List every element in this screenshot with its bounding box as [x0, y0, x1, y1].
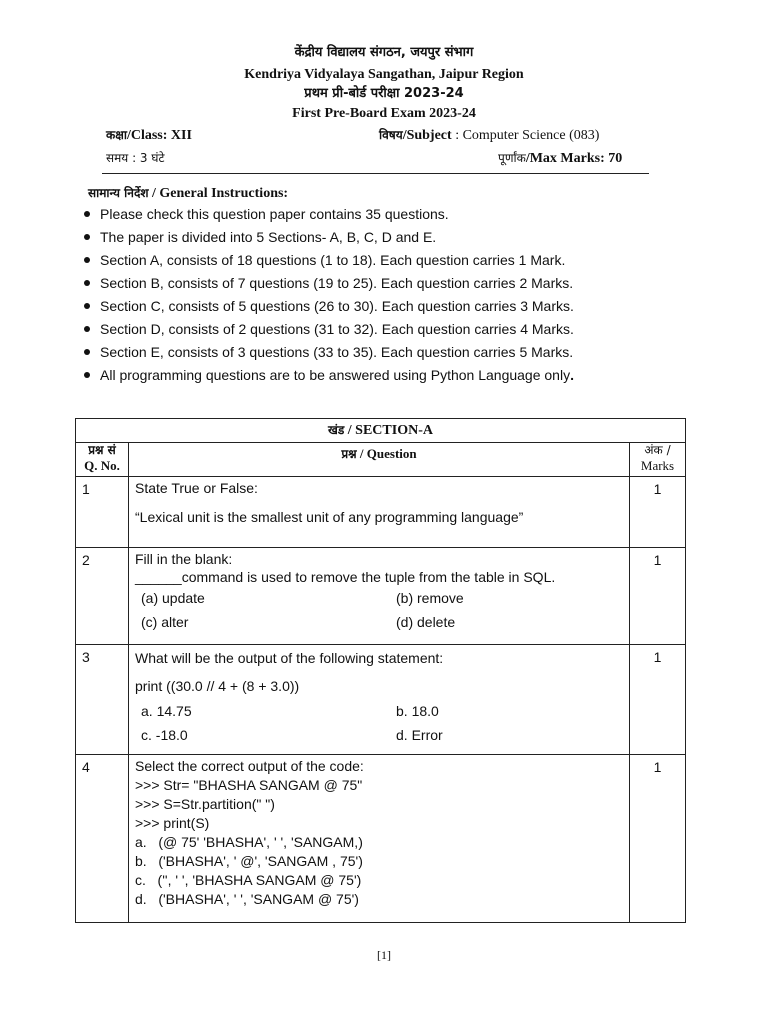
option: (b) remove: [396, 590, 464, 606]
bullet-icon: [84, 234, 90, 240]
instruction-item: Section D, consists of 2 questions (31 to 32). Each question carries 4 Marks.: [84, 320, 574, 343]
option: c. -18.0: [141, 727, 188, 743]
instruction-item: Section C, consists of 5 questions (26 to 30). Each question carries 3 Marks.: [84, 297, 574, 320]
exam-title-english: First Pre-Board Exam 2023-24: [292, 106, 476, 121]
subject-info: [379, 126, 599, 145]
questions-table: [75, 418, 686, 923]
max-marks-info: [498, 149, 622, 168]
table-row: [76, 548, 686, 645]
instruction-item: Section E, consists of 3 questions (33 to 35). Each question carries 5 Marks.: [84, 343, 574, 366]
class-label-hindi: कक्षा: [106, 128, 127, 142]
section-title: खंड / SECTION-A: [76, 419, 686, 443]
bullet-icon: [84, 211, 90, 217]
instruction-item: All programming questions are to be answered using Python Language only.: [84, 366, 574, 389]
col-header-qno: प्रश्न सं Q. No.: [76, 443, 129, 477]
instruction-item: Section B, consists of 7 questions (19 to 25). Each question carries 2 Marks.: [84, 274, 574, 297]
question-number: 2: [76, 548, 129, 645]
question-marks: 1: [630, 755, 686, 923]
bullet-icon: [84, 349, 90, 355]
class-label-english: /Class: XII: [126, 128, 192, 143]
bullet-icon: [84, 257, 90, 263]
question-marks: 1: [630, 477, 686, 548]
option: (d) delete: [396, 614, 456, 630]
general-instructions-title: [88, 184, 288, 202]
question-text: What will be the output of the following statement: print ((30.0 // 4 + (8 + 3.0)) a. 14.75 b. 18.0 c. -18.0 d. Error: [129, 645, 630, 755]
option: c. ('', ' ', 'BHASHA SANGAM @ 75'): [135, 872, 362, 888]
table-row: [76, 755, 686, 923]
bullet-icon: [84, 280, 90, 286]
options-grid: [141, 586, 623, 634]
question-number: 4: [76, 755, 129, 923]
options-grid: [141, 699, 623, 747]
question-text: Select the correct output of the code: >>> Str= "BHASHA SANGAM @ 75" >>> S=Str.partition(" ") >>> print(S) a. (@ 75' 'BHASHA', ' ', 'SANGAM,) b. ('BHASHA', ' @', 'SANGAM , 75') c. ('', ' ', 'BHASHA SANGAM @ 75') d. ('BHASHA', ' ', 'SANGAM @ 75'): [129, 755, 630, 923]
header-divider: [102, 173, 649, 174]
org-title-hindi: केंद्रीय विद्यालय संगठन, जयपुर संभाग: [294, 45, 474, 60]
class-info: [106, 126, 192, 145]
question-number: 3: [76, 645, 129, 755]
instruction-item: Please check this question paper contains 35 questions.: [84, 205, 574, 228]
question-marks: 1: [630, 548, 686, 645]
subject-label-english: /Subject: [402, 128, 452, 143]
question-marks: 1: [630, 645, 686, 755]
question-text: State True or False: “Lexical unit is the smallest unit of any programming language”: [129, 477, 630, 548]
exam-title-hindi: प्रथम प्री-बोर्ड परीक्षा 2023-24: [304, 86, 464, 101]
option: b. ('BHASHA', ' @', 'SANGAM , 75'): [135, 853, 363, 869]
option: (c) alter: [141, 614, 189, 630]
instruction-item: Section A, consists of 18 questions (1 to 18). Each question carries 1 Mark.: [84, 251, 574, 274]
subject-label-hindi: विषय: [379, 128, 403, 142]
gi-title-english: / General Instructions:: [148, 186, 289, 201]
bullet-icon: [84, 372, 90, 378]
option: a. (@ 75' 'BHASHA', ' ', 'SANGAM,): [135, 834, 363, 850]
subject-value: : Computer Science (083): [451, 128, 600, 143]
option: d. ('BHASHA', ' ', 'SANGAM @ 75'): [135, 891, 359, 907]
time-info: [106, 149, 165, 168]
bullet-icon: [84, 326, 90, 332]
column-header-row: [76, 443, 686, 477]
option: d. Error: [396, 727, 443, 743]
instructions-list: [84, 205, 574, 389]
col-header-marks: अंक / Marks: [630, 443, 686, 477]
question-number: 1: [76, 477, 129, 548]
table-row: [76, 477, 686, 548]
option: a. 14.75: [141, 703, 192, 719]
option: b. 18.0: [396, 703, 439, 719]
section-header-row: [76, 419, 686, 443]
question-text: Fill in the blank: ______command is used to remove the tuple from the table in SQL. (a) update (b) remove (c) alter (d) delete: [129, 548, 630, 645]
marks-label-english: /Max Marks: 70: [525, 151, 623, 166]
table-row: [76, 645, 686, 755]
bullet-icon: [84, 303, 90, 309]
gi-title-hindi: सामान्य निर्देश: [88, 186, 149, 200]
time-label: समय : 3 घंटे: [106, 151, 165, 165]
col-header-question: प्रश्न / Question: [129, 443, 630, 477]
marks-label-hindi: पूर्णांक: [498, 151, 526, 165]
page-number: [1]: [377, 948, 391, 962]
option: (a) update: [141, 590, 205, 606]
org-title-english: Kendriya Vidyalaya Sangathan, Jaipur Region: [244, 67, 524, 82]
instruction-item: The paper is divided into 5 Sections- A, B, C, D and E.: [84, 228, 574, 251]
